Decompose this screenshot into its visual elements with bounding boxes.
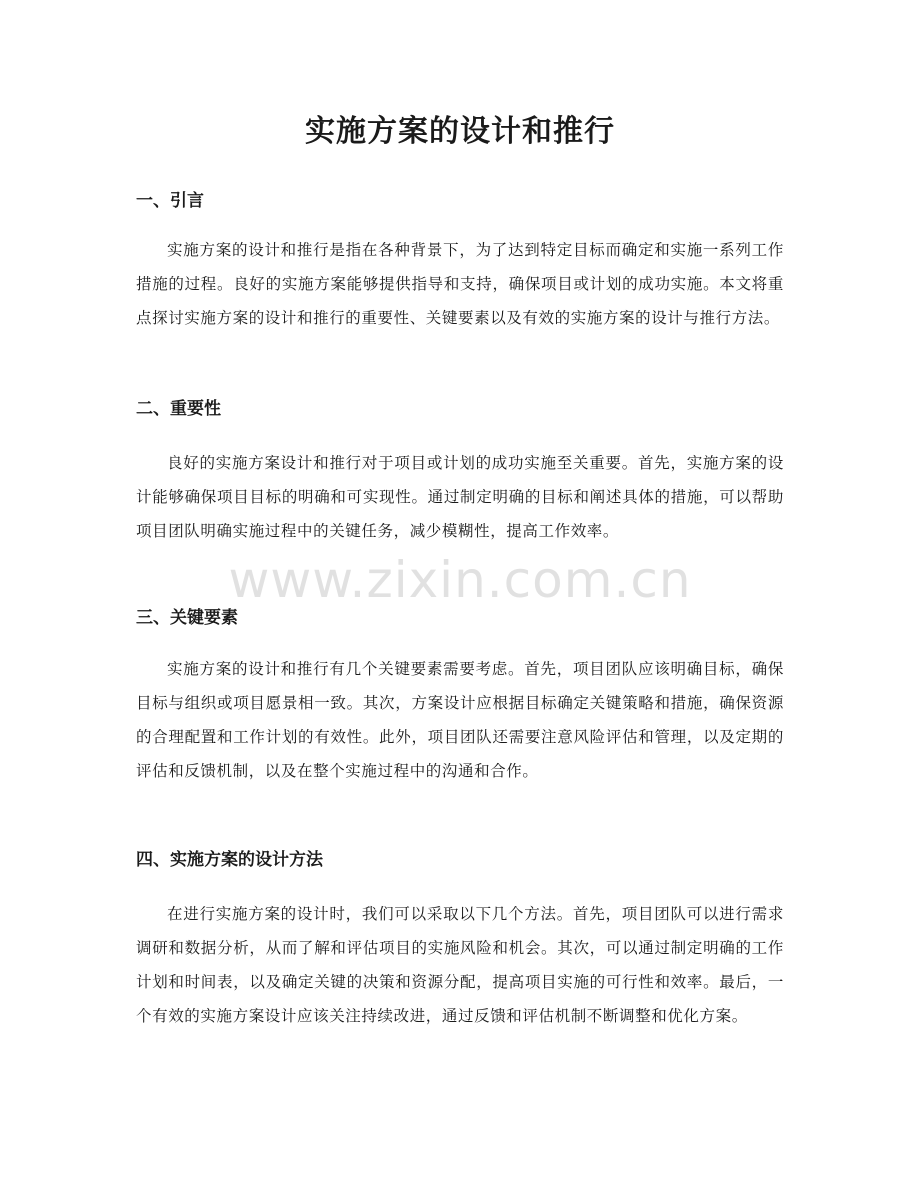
- watermark: www.zixin.com.cn: [228, 551, 692, 609]
- section-heading-design-methods: 四、实施方案的设计方法: [136, 850, 323, 870]
- section-paragraph-design-methods: 在进行实施方案的设计时，我们可以采取以下几个方法。首先，项目团队可以进行需求调研和数据分析，从而了解和评估项目的实施风险和机会。其次，可以通过制定明确的工作计划和时间表，以及确定关键的决策和资源分配，提高项目实施的可行性和效率。最后，一个有效的实施方案设计应该关注持续改进，通过反馈和评估机制不断调整和优化方案。: [136, 905, 784, 1025]
- document-title: 实施方案的设计和推行: [305, 114, 615, 149]
- section-heading-introduction: 一、引言: [136, 191, 204, 211]
- section-paragraph-importance: 良好的实施方案设计和推行对于项目或计划的成功实施至关重要。首先，实施方案的设计能够确保项目目标的明确和可实现性。通过制定明确的目标和阐述具体的措施，可以帮助项目团队明确实施过程中的关键任务，减少模糊性，提高工作效率。: [136, 454, 784, 540]
- section-heading-importance: 二、重要性: [136, 399, 221, 419]
- section-heading-key-elements: 三、关键要素: [136, 608, 238, 628]
- section-paragraph-introduction: 实施方案的设计和推行是指在各种背景下，为了达到特定目标而确定和实施一系列工作措施的过程。良好的实施方案能够提供指导和支持，确保项目或计划的成功实施。本文将重点探讨实施方案的设计和推行的重要性、关键要素以及有效的实施方案的设计与推行方法。: [136, 241, 784, 327]
- section-paragraph-key-elements: 实施方案的设计和推行有几个关键要素需要考虑。首先，项目团队应该明确目标，确保目标与组织或项目愿景相一致。其次，方案设计应根据目标确定关键策略和措施，确保资源的合理配置和工作计划的有效性。此外，项目团队还需要注意风险评估和管理，以及定期的评估和反馈机制，以及在整个实施过程中的沟通和合作。: [136, 660, 784, 780]
